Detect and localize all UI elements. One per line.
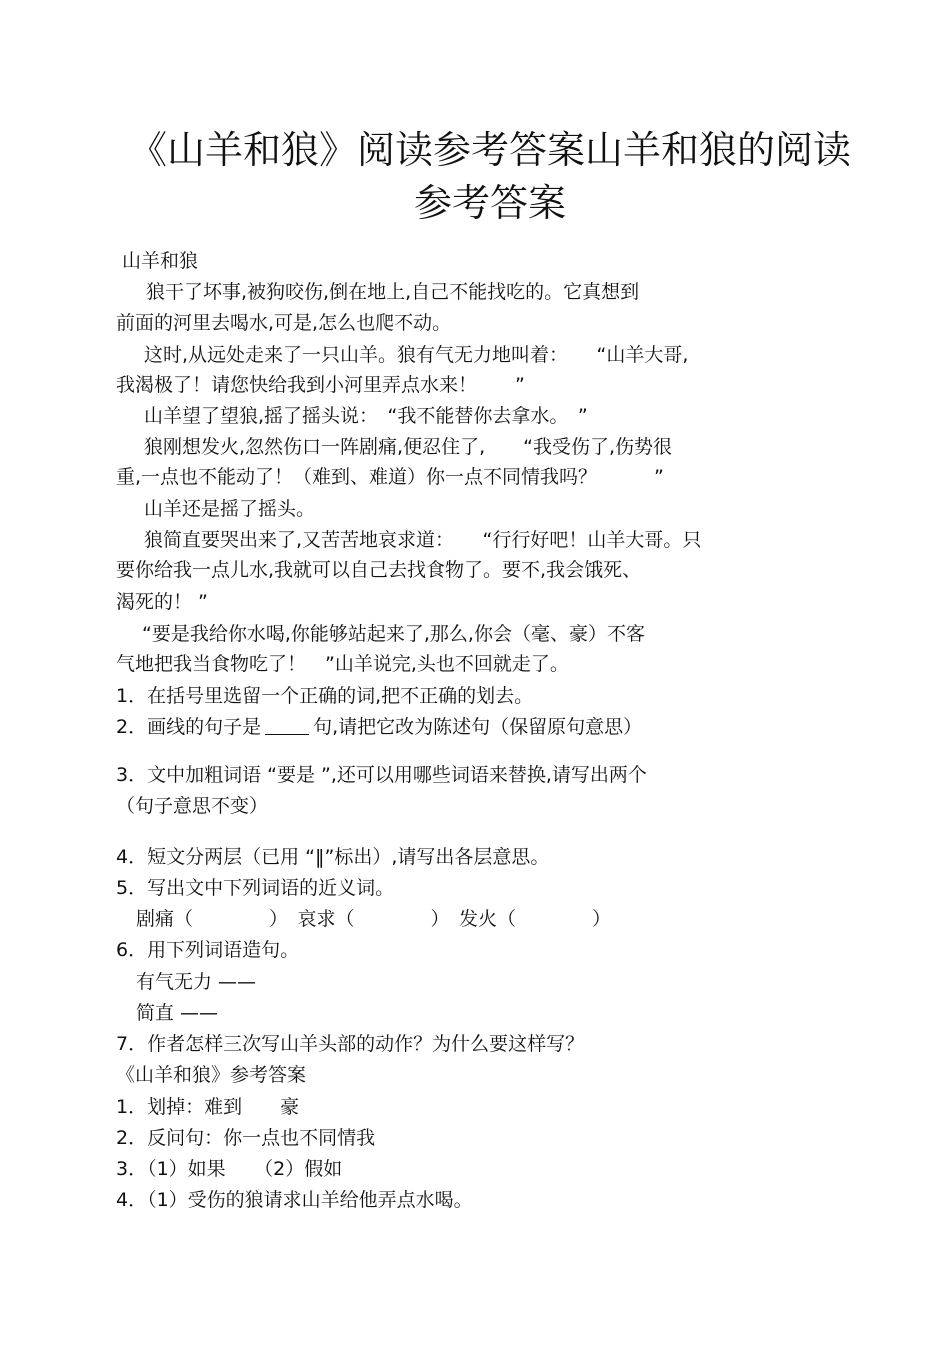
story-line: 狼干了坏事,被狗咬伤,倒在地上,自己不能找吃的。它真想到 xyxy=(146,281,640,303)
story-line: 山羊还是摇了摇头。 xyxy=(144,498,316,520)
story-line: 山羊望了望狼,摇了摇头说： “我不能替你去拿水。 ” xyxy=(144,405,588,427)
question-1: 1．在括号里选留一个正确的词,把不正确的划去。 xyxy=(116,685,534,707)
question-6: 6．用下列词语造句。 xyxy=(116,939,300,961)
answer-1: 1．划掉：难到 豪 xyxy=(116,1096,300,1118)
question-4: 4．短文分两层（已用 “‖”标出）,请写出各层意思。 xyxy=(116,846,550,868)
story-line: 重,一点也不能动了！（难到、难道）你一点不同情我吗？ ” xyxy=(116,466,664,488)
answer-blank xyxy=(265,716,309,735)
question-3-note: （句子意思不变） xyxy=(116,795,269,817)
question-2-prefix: 2．画线的句子是 xyxy=(116,716,262,738)
story-line: 气地把我当食物吃了！ ”山羊说完,头也不回就走了。 xyxy=(116,653,569,675)
story-line: 我渴极了！请您快给我到小河里弄点水来！ ” xyxy=(116,374,525,396)
question-2 xyxy=(116,715,642,739)
question-6-word1: 有气无力 —— xyxy=(136,971,257,993)
story-line: 渴死的！ ” xyxy=(116,591,208,613)
story-line: 要你给我一点儿水,我就可以自己去找食物了。要不,我会饿死、 xyxy=(116,559,642,581)
story-line: 前面的河里去喝水,可是,怎么也爬不动。 xyxy=(116,312,452,334)
question-6-word2: 简直 —— xyxy=(136,1002,219,1024)
story-line: 狼简直要哭出来了,又苦苦地哀求道： “行行好吧！山羊大哥。只 xyxy=(144,529,702,551)
question-2-suffix: 句,请把它改为陈述句（保留原句意思） xyxy=(313,716,643,738)
question-5-words: 剧痛（ ） 哀求（ ） 发火（ ） xyxy=(136,908,612,930)
answer-2: 2．反问句：你一点也不同情我 xyxy=(116,1127,376,1149)
document-title-line2: 参考答案 xyxy=(413,181,566,225)
answer-3: 3．（1）如果 （2）假如 xyxy=(116,1158,343,1180)
story-heading: 山羊和狼 xyxy=(122,250,199,272)
answers-heading: 《山羊和狼》参考答案 xyxy=(116,1064,307,1086)
question-3: 3．文中加粗词语 “要是 ”,还可以用哪些词语来替换,请写出两个 xyxy=(116,764,647,786)
story-line: 这时,从远处走来了一只山羊。狼有气无力地叫着： “山羊大哥, xyxy=(144,344,689,366)
document-title-line1: 《山羊和狼》阅读参考答案山羊和狼的阅读 xyxy=(128,128,851,172)
story-line: “要是我给你水喝,你能够站起来了,那么,你会（毫、豪）不客 xyxy=(142,623,645,645)
story-line: 狼刚想发火,忽然伤口一阵剧痛,便忍住了, “我受伤了,伤势很 xyxy=(144,436,673,458)
answer-4: 4．（1）受伤的狼请求山羊给他弄点水喝。 xyxy=(116,1189,473,1211)
question-7: 7．作者怎样三次写山羊头部的动作？为什么要这样写？ xyxy=(116,1033,585,1055)
question-5: 5．写出文中下列词语的近义词。 xyxy=(116,877,395,899)
